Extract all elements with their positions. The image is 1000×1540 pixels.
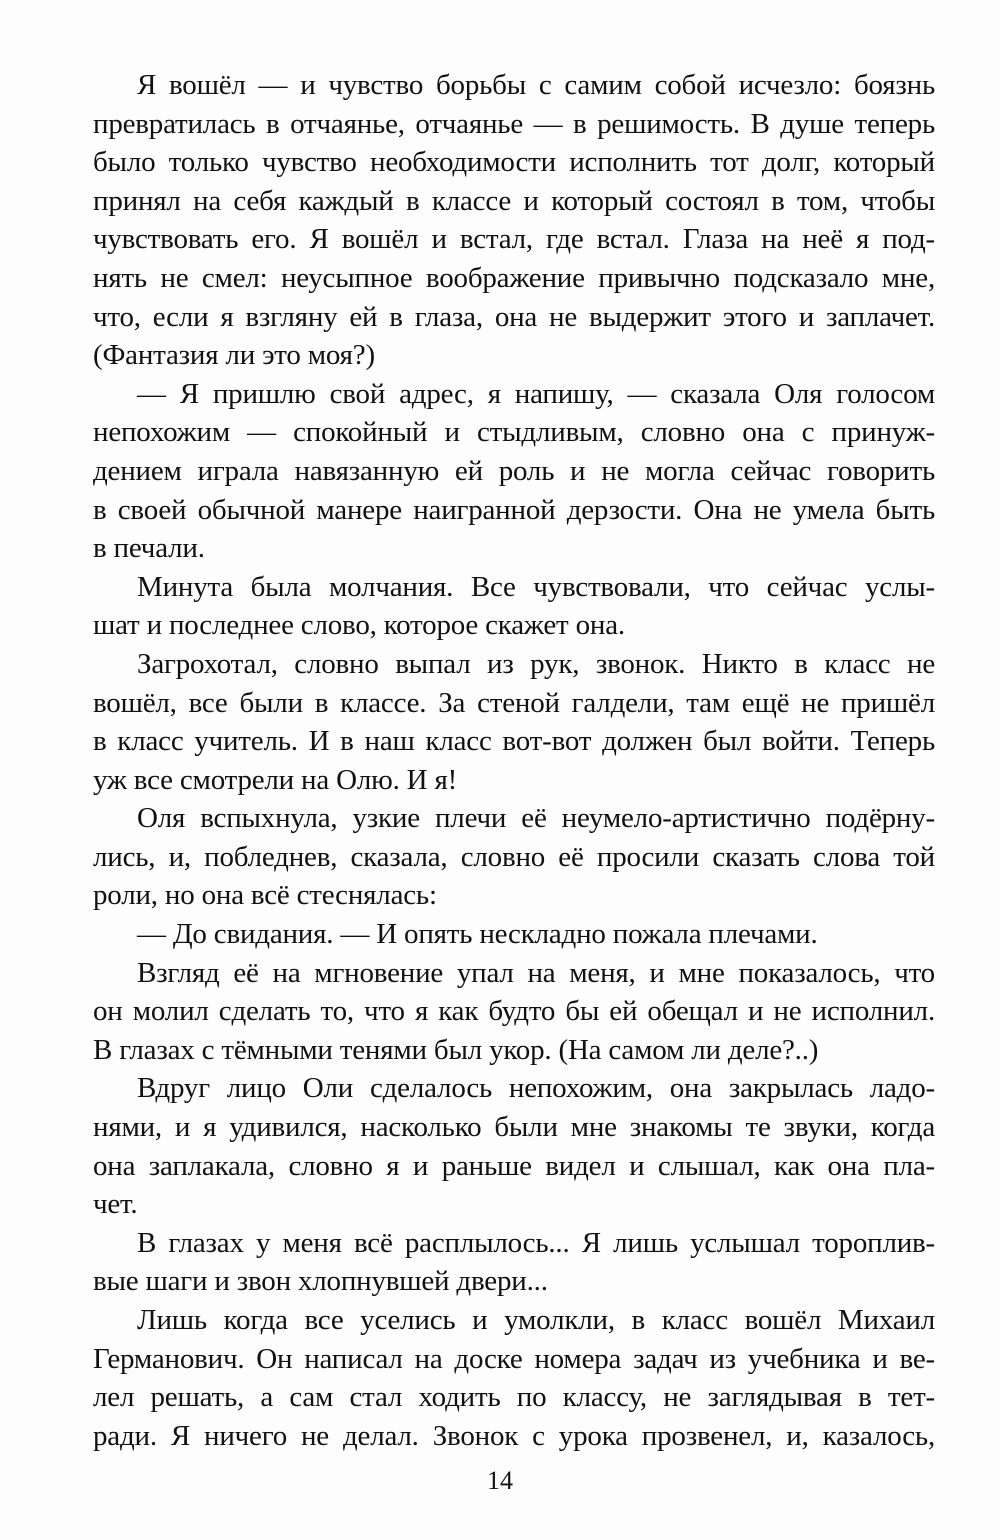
paragraph — [93, 1301, 935, 1455]
paragraph — [93, 375, 935, 568]
text-line: лел решать, а сам стал ходить по классу, не заглядывая в тет- — [93, 1381, 935, 1414]
body-text — [93, 66, 935, 1455]
text-line: Я вошёл — и чувство борьбы с самим собой исчезло: боязнь — [137, 69, 935, 101]
text-line: ради. Я ничего не делал. Звонок с урока прозвенел, и, казалось, — [93, 1419, 935, 1452]
text-line: нять не смел: неусыпное воображение привычно подсказало мне, — [93, 261, 935, 294]
text-line: было только чувство необходимости исполнить тот долг, который — [93, 146, 935, 179]
paragraph — [93, 1224, 935, 1301]
text-line: Минута была молчания. Все чувствовали, что сейчас услы- — [137, 570, 935, 603]
text-line: (Фантазия ли это моя?) — [93, 339, 375, 372]
text-line: в печали. — [93, 532, 205, 565]
text-line: Германович. Он написал на доске номера задач из учебника и ве- — [93, 1342, 935, 1375]
paragraph — [93, 799, 935, 915]
text-line: Загрохотал, словно выпал из рук, звонок. Никто в класс не — [137, 647, 935, 680]
text-line: шат и последнее слово, которое скажет она. — [93, 609, 625, 642]
paragraph — [93, 1069, 935, 1223]
text-line: лись, и, побледнев, сказала, словно её просили сказать слова той — [93, 840, 935, 873]
text-line: чет. — [93, 1188, 138, 1221]
text-line: что, если я взгляну ей в глаза, она не выдержит этого и заплачет. — [93, 300, 935, 333]
text-line: она заплакала, словно я и раньше видел и слышал, как она пла- — [93, 1149, 935, 1182]
paragraph — [93, 568, 935, 645]
text-line: Вдруг лицо Оли сделалось непохожим, она закрылась ладо- — [137, 1072, 935, 1105]
text-line: дением играла навязанную ей роль и не могла сейчас говорить — [93, 454, 935, 487]
paragraph — [93, 915, 935, 954]
text-line: Взгляд её на мгновение упал на меня, и мне показалось, что — [137, 956, 935, 989]
text-line: превратилась в отчаянье, отчаянье — в решимость. В душе теперь — [93, 107, 935, 140]
text-line: в своей обычной манере наигранной дерзости. Она не умела быть — [93, 493, 935, 526]
text-line: В глазах с тёмными тенями был укор. (На самом ли деле?..) — [93, 1033, 819, 1066]
text-line: роли, но она всё стеснялась: — [93, 879, 437, 912]
text-line: вые шаги и звон хлопнувшей двери... — [93, 1265, 548, 1298]
paragraph — [93, 954, 935, 1070]
text-line: он молил сделать то, что я как будто бы ей обещал и не исполнил. — [93, 995, 935, 1028]
paragraph — [93, 66, 935, 375]
text-line: в класс учитель. И в наш класс вот-вот должен был войти. Теперь — [93, 725, 935, 758]
text-line: нями, и я удивился, насколько были мне знакомы те звуки, когда — [93, 1111, 935, 1144]
text-line: принял на себя каждый в классе и который состоял в том, чтобы — [93, 184, 935, 217]
text-line: чувствовать его. Я вошёл и встал, где встал. Глаза на неё я под- — [93, 223, 935, 256]
text-line: уж все смотрели на Олю. И я! — [93, 763, 458, 796]
paragraph — [93, 645, 935, 799]
text-line: В глазах у меня всё расплылось... Я лишь услышал тороплив- — [137, 1226, 935, 1259]
text-line: Лишь когда все уселись и умолкли, в класс вошёл Михаил — [137, 1304, 935, 1336]
text-line: — До свидания. — И опять нескладно пожала плечами. — [137, 918, 818, 951]
text-line: непохожим — спокойный и стыдливым, словно она с принуж- — [93, 416, 935, 449]
page-number: 14 — [487, 1466, 513, 1495]
text-line: — Я пришлю свой адрес, я напишу, — сказала Оля голосом — [137, 377, 935, 410]
text-line: вошёл, все были в классе. За стеной галдели, там ещё не пришёл — [93, 686, 935, 719]
text-line: Оля вспыхнула, узкие плечи её неумело-артистично подёрну- — [137, 802, 935, 835]
